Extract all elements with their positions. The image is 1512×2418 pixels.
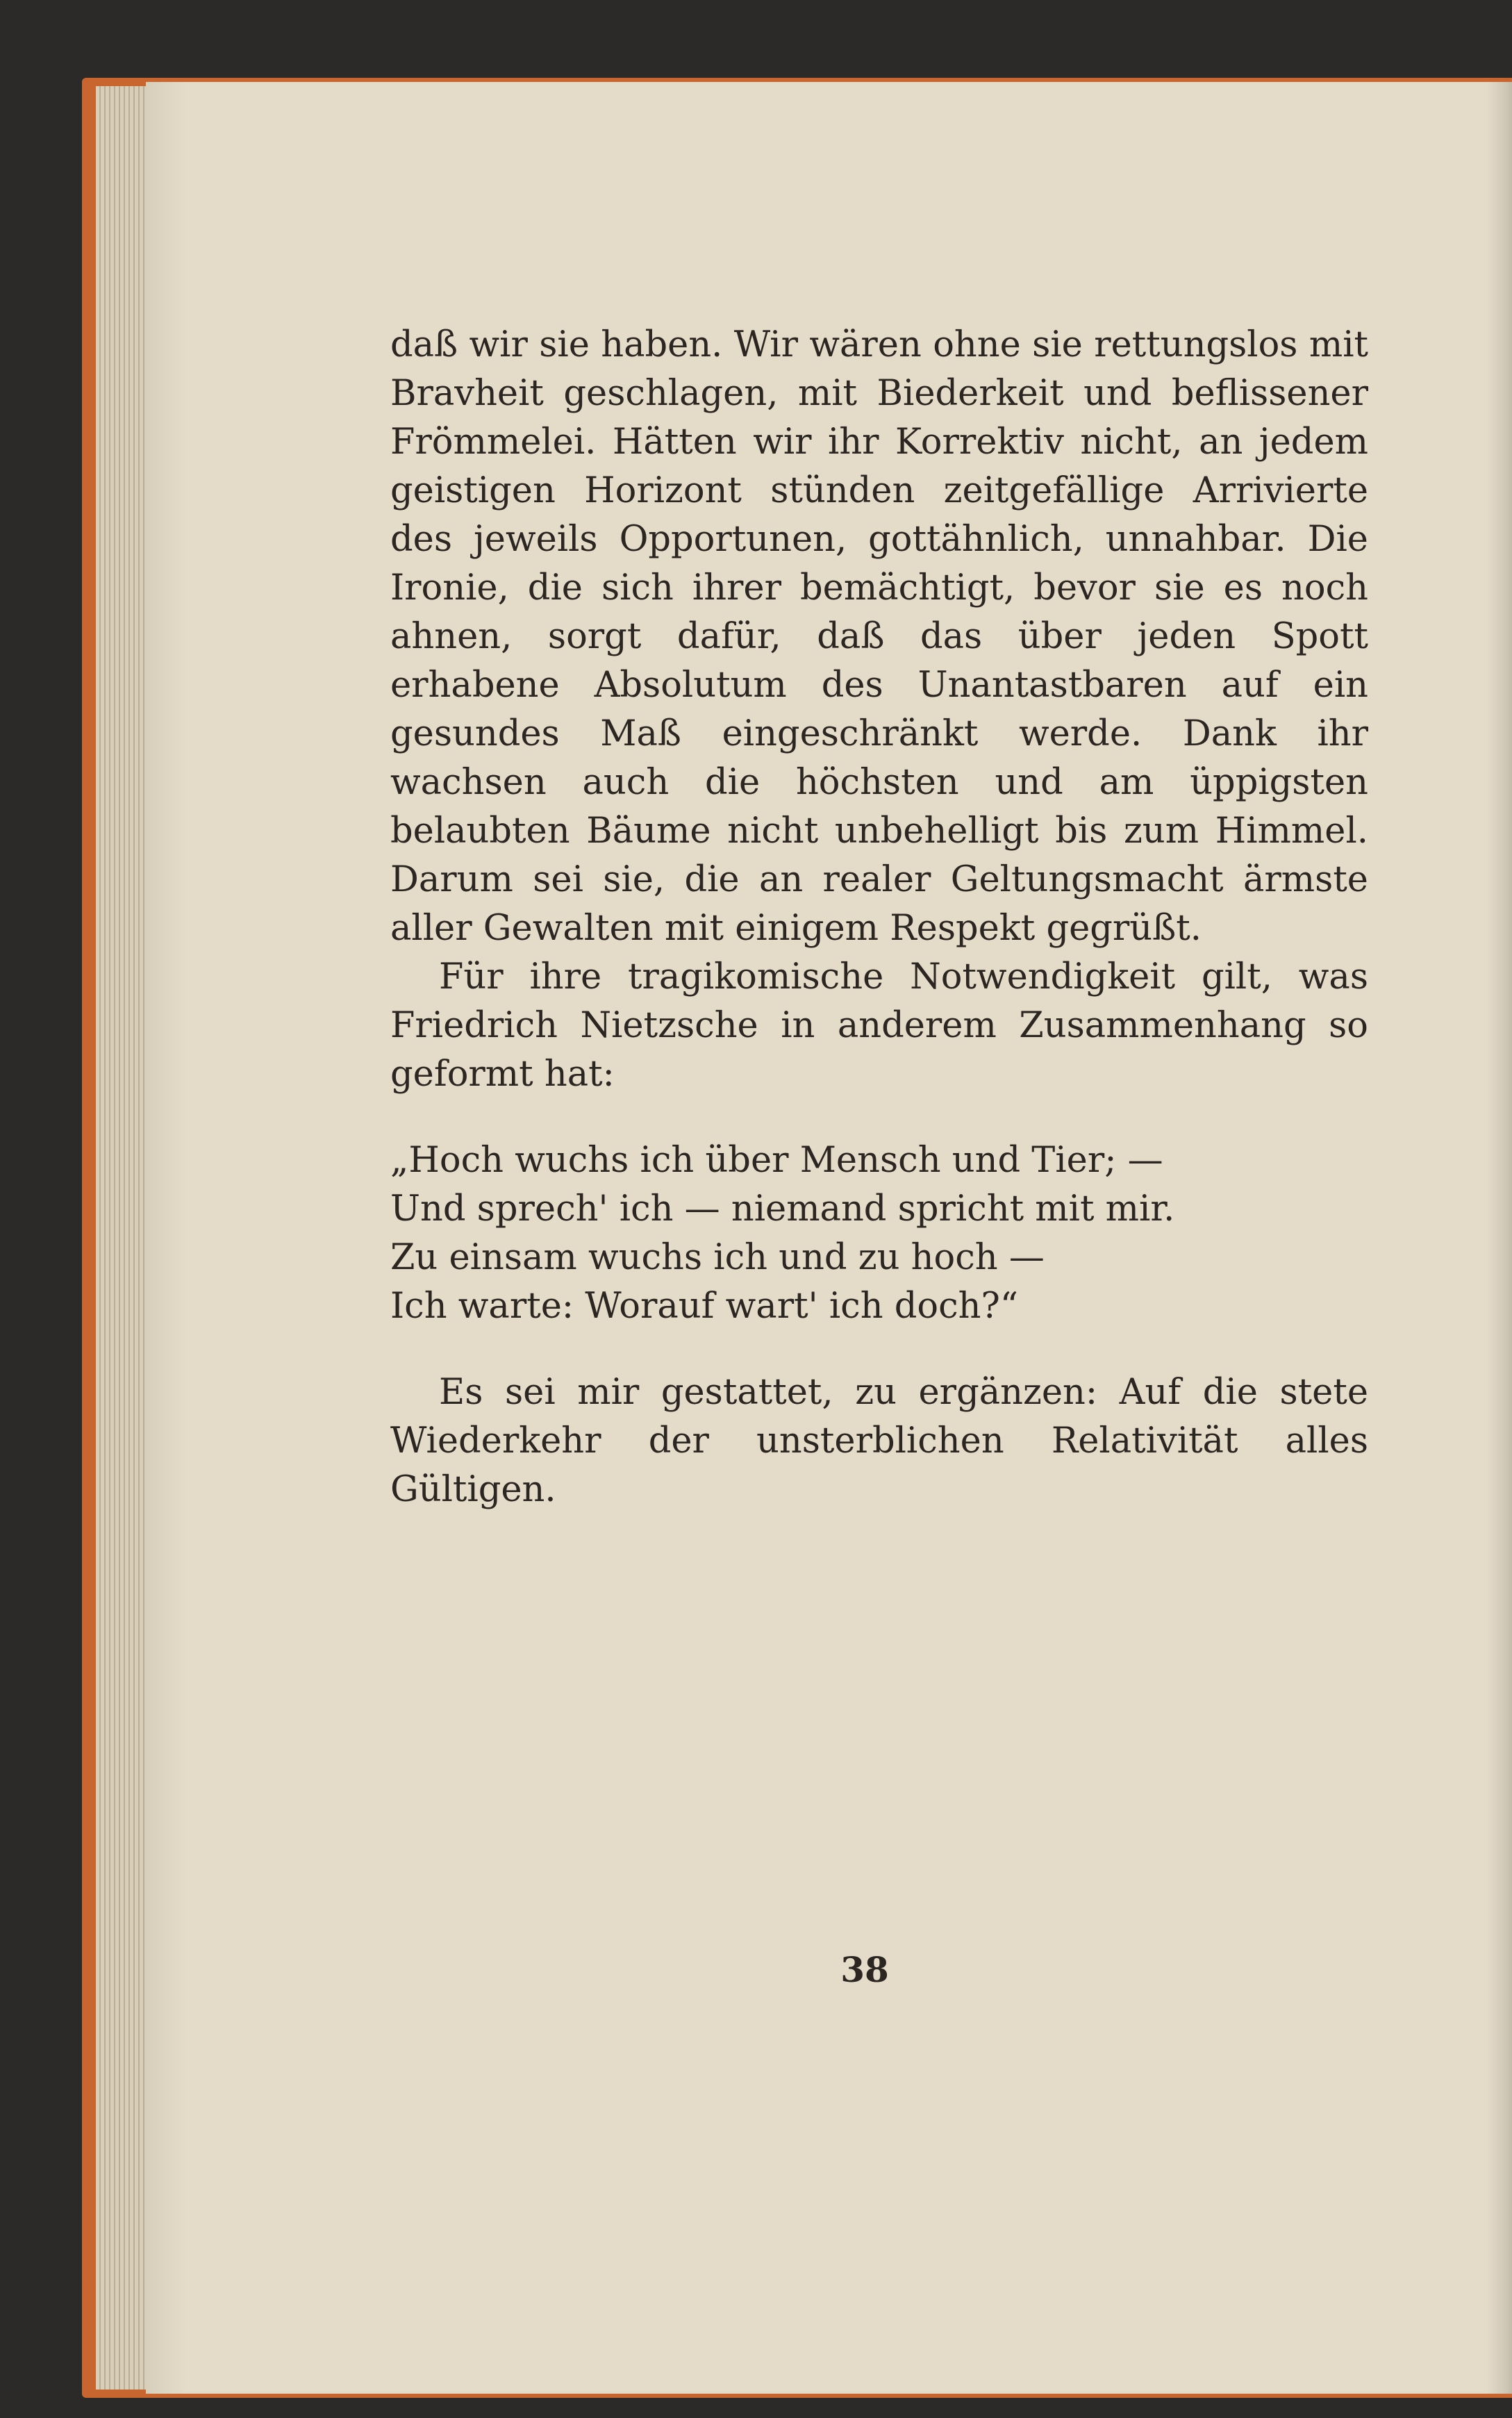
- paragraph-2: Für ihre tragikomische Notwendigkeit gilt, was Friedrich Nietzsche in anderem Zusammenhang so geformt hat:: [390, 957, 1368, 1095]
- verse-line: Zu einsam wuchs ich und zu hoch —: [390, 1237, 1045, 1278]
- verse-line: Ich warte: Worauf wart' ich doch?“: [390, 1286, 1018, 1327]
- paragraph-1: daß wir sie haben. Wir wären ohne sie rettungslos mit Bravheit geschlagen, mit Biederkeit und beflissener Frömmelei. Hätten wir ihr Korrektiv nicht, an jedem geistigen Horizont stünden zeitgefällige Arrivierte des jeweils Opportunen, gottähnlich, unnahbar. Die Ironie, die sich ihrer bemächtigt, bevor sie es noch ahnen, sorgt dafür, daß das über jeden Spott erhabene Absolutum des Unantastbaren auf ein gesundes Maß eingeschränkt werde. Dank ihr wachsen auch die höchsten und am üppigsten belaubten Bäume nicht unbehelligt bis zum Himmel. Darum sei sie, die an realer Geltungsmacht ärmste aller Gewalten mit einigem Respekt gegrüßt.: [390, 324, 1368, 949]
- verse-line: Und sprech' ich — niemand spricht mit mir.: [390, 1189, 1175, 1229]
- page-number: 38: [840, 1949, 889, 1990]
- verse-quote: [390, 1136, 1368, 1331]
- text-block: [390, 321, 1368, 1514]
- page-edges: [96, 86, 151, 2390]
- binding-gutter: [1486, 82, 1512, 2394]
- paragraph-3: Es sei mir gestattet, zu ergänzen: Auf die stete Wiederkehr der unsterblichen Relativität alles Gültigen.: [390, 1372, 1368, 1510]
- verse-line: „Hoch wuchs ich über Mensch und Tier; —: [390, 1140, 1163, 1181]
